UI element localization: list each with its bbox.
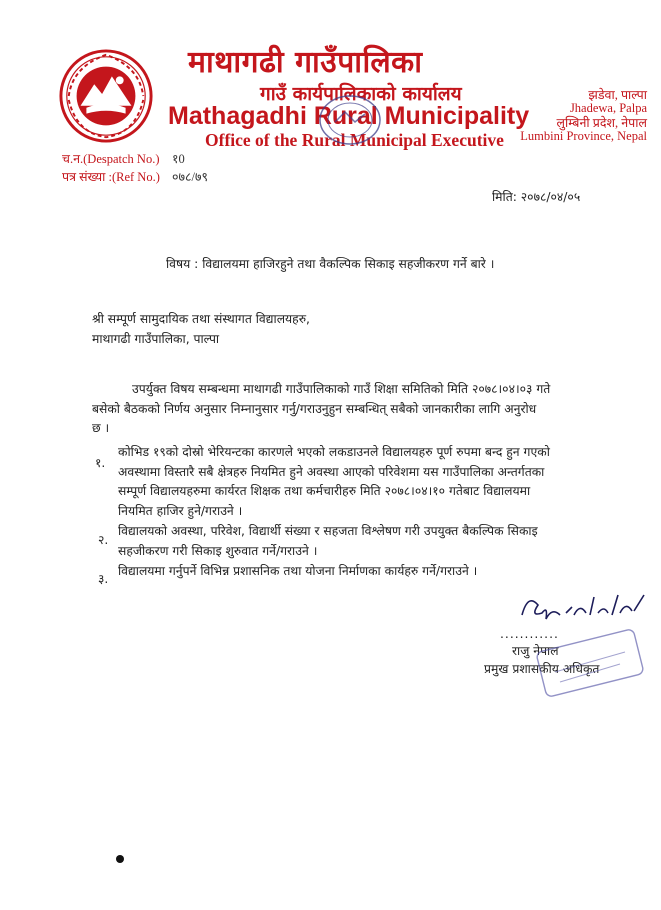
designation-stamp-icon bbox=[525, 622, 661, 702]
province-np: लुम्बिनी प्रदेश, नेपाल bbox=[556, 116, 647, 130]
ref-label: पत्र संख्या :(Ref No.) bbox=[62, 170, 160, 184]
point-line: विद्यालयमा गर्नुपर्ने विभिन्न प्रशासनिक तथा योजना निर्माणका कार्यहरु गर्ने/गराउने । bbox=[118, 564, 478, 578]
point-line: सम्पूर्ण विद्यालयहरुमा कार्यरत शिक्षक तथा कर्मचारीहरु मिति २०७८।०४।१० गतेबाट विद्यालयमा bbox=[118, 484, 531, 498]
address-np: झडेवा, पाल्पा bbox=[588, 88, 647, 102]
office-title-np: गाउँ कार्यपालिकाको कार्यालय bbox=[260, 83, 462, 105]
ref-value: ०७८/७९ bbox=[172, 170, 208, 184]
intro-line: बसेको बैठकको निर्णय अनुसार निम्नानुसार गर्नु/गराउनुहुन सम्बन्धित् सबैको जानकारीका लागि अनुरोध bbox=[92, 401, 537, 416]
address-en: Jhadewa, Palpa bbox=[569, 101, 647, 115]
point-line: अवस्थामा विस्तारै सबै क्षेत्रहरु नियमित हुने अवस्था आएको परिवेशमा यस गाउँपालिका अन्तर्गतका bbox=[118, 464, 545, 479]
recipient-line-2: माथागढी गाउँपालिका, पाल्पा bbox=[92, 332, 220, 346]
signatory-name: राजु नेपाल bbox=[512, 644, 559, 658]
ink-dot bbox=[116, 855, 124, 863]
municipality-title-np: माथागढी गाउँपालिका bbox=[188, 45, 423, 80]
point-number: ३. bbox=[98, 572, 109, 586]
intro-paragraph bbox=[92, 380, 632, 439]
despatch-row bbox=[62, 150, 185, 167]
point-line: कोभिड १९को दोस्रो भेरियन्टका कारणले भएको लकडाउनले विद्यालयहरु पूर्ण रुपमा बन्द हुन गएको bbox=[118, 445, 550, 459]
point-3 bbox=[118, 562, 638, 582]
signatory-designation: प्रमुख प्रशासकीय अधिकृत bbox=[484, 662, 600, 676]
municipality-title-en: Mathagadhi Rural Municipality bbox=[168, 102, 530, 130]
intro-line: उपर्युक्त विषय सम्बन्धमा माथागढी गाउँपालिकाको गाउँ शिक्षा समितिको मिति २०७८।०४।०३ गते bbox=[132, 382, 551, 396]
despatch-value: १0 bbox=[172, 152, 185, 166]
signature-dots: ............ bbox=[500, 627, 559, 641]
intro-line: छ । bbox=[92, 421, 110, 435]
point-number: १. bbox=[95, 456, 106, 470]
municipality-logo-icon bbox=[57, 47, 155, 145]
official-stamp-icon bbox=[315, 92, 385, 147]
province-en: Lumbini Province, Nepal bbox=[520, 129, 647, 143]
point-1 bbox=[118, 443, 638, 521]
office-title-en: Office of the Rural Municipal Executive bbox=[205, 130, 504, 150]
point-line: सहजीकरण गरी सिकाइ शुरुवात गर्ने/गराउने । bbox=[118, 543, 318, 558]
point-line: विद्यालयको अवस्था, परिवेश, विद्यार्थी संख्या र सहजता विश्लेषण गरी उपयुक्त बैकल्पिक सिकाइ bbox=[118, 524, 538, 538]
subject-line: विषय : विद्यालयमा हाजिरहुने तथा वैकल्पिक सिकाइ सहजीकरण गर्ने बारे । bbox=[166, 257, 495, 271]
point-number: २. bbox=[98, 533, 109, 547]
point-line: नियमित हाजिर हुने/गराउने । bbox=[118, 503, 243, 518]
recipient-line-1: श्री सम्पूर्ण सामुदायिक तथा संस्थागत विद्यालयहरु, bbox=[92, 312, 310, 326]
point-2 bbox=[118, 522, 638, 561]
despatch-label: च.न.(Despatch No.) bbox=[62, 152, 160, 166]
letter-date: मिति: २०७८/०४/०५ bbox=[492, 190, 581, 204]
ref-row bbox=[62, 168, 208, 185]
